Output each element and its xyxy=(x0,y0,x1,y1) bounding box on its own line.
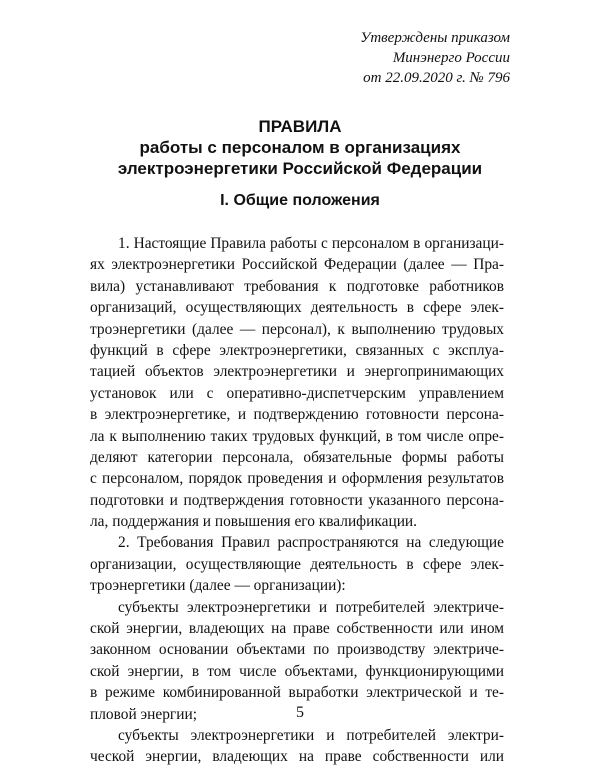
text-line: в режиме комбинированной выработки электрической и те- xyxy=(90,684,504,702)
text-line: ях электроэнергетики Российской Федерации (далее — Пра- xyxy=(90,256,504,274)
approval-line: Утверждены приказом xyxy=(360,30,510,46)
approval-line: Минэнерго России xyxy=(392,50,510,66)
text-line: законном основании объектами по производству электриче- xyxy=(90,641,504,659)
text-line: ской энергии, в том числе объектами, функционирующими xyxy=(90,662,504,680)
text-line: субъекты электроэнергетики и потребителей электри- xyxy=(118,726,504,744)
text-line: тацией объектов электроэнергетики и энергопринимающих xyxy=(90,363,504,381)
text-line: ла к выполнению таких трудовых функций, в том числе опре- xyxy=(90,427,504,445)
document-title xyxy=(0,116,600,179)
text-line: пловой энергии; xyxy=(90,705,197,723)
text-line: ской энергии, владеющих на праве собственности или ином xyxy=(90,620,504,638)
text-line: в электроэнергетике, и подтверждению готовности персона- xyxy=(90,406,504,424)
text-line: функций в сфере электроэнергетики, связанных с эксплуа- xyxy=(90,341,504,359)
text-line: ческой энергии, владеющих на праве собственности или xyxy=(90,748,504,766)
text-line: троэнергетики (далее — организации): xyxy=(90,577,346,595)
text-line: вила) устанавливают требования к подготовке работников xyxy=(90,277,504,295)
text-line: установок или с оперативно-диспетчерским управлением xyxy=(90,384,504,402)
title-line: ПРАВИЛА xyxy=(258,117,342,136)
text-line: субъекты электроэнергетики и потребителей электриче- xyxy=(118,598,504,616)
text-line: подготовки и подтверждения готовности указанного персона- xyxy=(90,491,504,509)
text-line: с персоналом, порядок проведения и оформления результатов xyxy=(90,470,504,488)
section-heading: I. Общие положения xyxy=(220,192,380,209)
text-line: организаций, осуществляющих деятельность в сфере элек- xyxy=(90,299,504,317)
body-text xyxy=(90,233,504,768)
text-line: деляют категории персонала, обязательные формы работы xyxy=(90,448,504,466)
page-number: 5 xyxy=(296,704,304,721)
text-line: ла, поддержания и повышения его квалификации. xyxy=(90,513,418,531)
title-line: работы с персоналом в организациях xyxy=(139,138,461,157)
text-line: 2. Требования Правил распространяются на следующие xyxy=(118,534,504,552)
text-line: троэнергетики (далее — персонал), к выполнению трудовых xyxy=(90,320,504,338)
text-line: организации, осуществляющие деятельность в сфере элек- xyxy=(90,555,504,573)
title-line: электроэнергетики Российской Федерации xyxy=(117,159,483,178)
approval-note xyxy=(360,28,510,88)
approval-line: от 22.09.2020 г. № 796 xyxy=(363,70,510,86)
text-line: 1. Настоящие Правила работы с персоналом в организаци- xyxy=(118,235,504,252)
